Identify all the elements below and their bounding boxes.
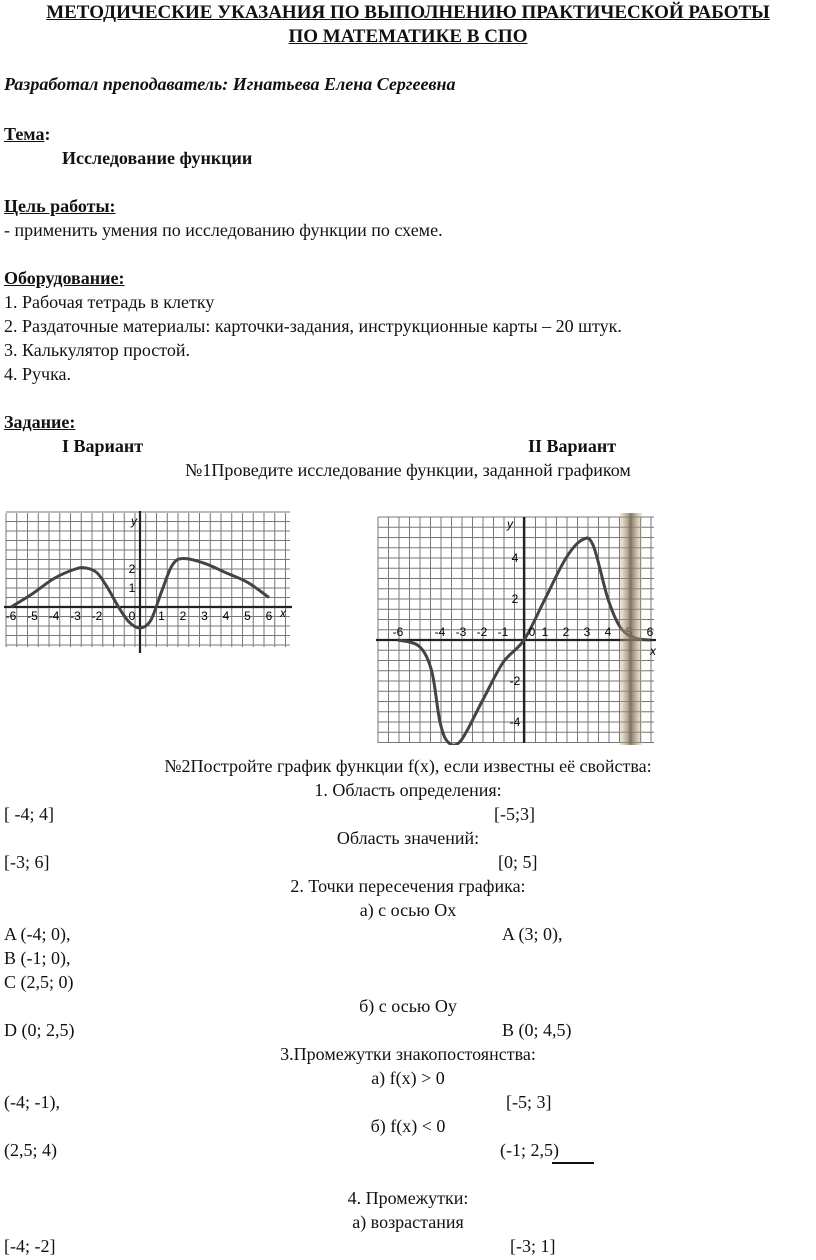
y-tick-label: 2 [128, 562, 136, 576]
graph2-x-label: x [650, 644, 656, 658]
y-tick-label: 4 [511, 551, 519, 565]
range-v1: [-3; 6] [4, 852, 50, 872]
range-v2: [0; 5] [498, 852, 538, 872]
graph1-grid [6, 512, 294, 647]
author-line: Разработал преподаватель: Игнатьева Елена Сергеевна [4, 74, 456, 94]
x-tick-label: -2 [476, 624, 488, 639]
x-tick-label: 1 [158, 608, 165, 623]
task-heading: Задание: [4, 412, 76, 432]
goal-heading: Цель работы: [4, 196, 116, 216]
x-tick-label: 0 [528, 624, 536, 639]
equipment-item: 1. Рабочая тетрадь в клетку [4, 292, 215, 312]
neg-v1: (2,5; 4) [4, 1140, 57, 1160]
topic-value: Исследование функции [62, 148, 253, 168]
oy-v2: B (0; 4,5) [502, 1020, 572, 1040]
ox-heading: а) с осью Ох [359, 900, 457, 920]
y-tick-label: -4 [509, 715, 521, 729]
graph1-x-label: x [280, 606, 286, 620]
oy-heading: б) с осью Оу [359, 996, 457, 1016]
x-tick-label: -3 [70, 608, 81, 623]
ox-v2-point-a: A (3; 0), [502, 924, 563, 944]
mono-heading: 4. Промежутки: [347, 1188, 469, 1208]
x-tick-label: -5 [27, 608, 38, 623]
equipment-heading: Оборудование: [4, 268, 125, 288]
domain-v1: [ -4; 4] [4, 804, 54, 824]
graph2-y-label: y [507, 517, 513, 531]
topic-heading-text: Тема [4, 124, 45, 144]
x-tick-label: 3 [201, 608, 208, 623]
pos-v2: [-5; 3] [506, 1092, 552, 1112]
task2-text: №2Постройте график функции f(x), если известны её свойства: [164, 756, 652, 776]
document-title-line1: МЕТОДИЧЕСКИЕ УКАЗАНИЯ ПО ВЫПОЛНЕНИЮ ПРАКТИЧЕСКОЙ РАБОТЫ [46, 2, 770, 23]
x-tick-label: -2 [91, 608, 103, 623]
y-tick-label: 2 [511, 592, 519, 606]
x-tick-label: 4 [604, 624, 612, 639]
graph-variant1 [0, 505, 294, 655]
topic-heading-colon: : [44, 124, 51, 144]
pos-v1: (-4; -1), [4, 1092, 60, 1112]
oy-v1: D (0; 2,5) [4, 1020, 75, 1040]
domain-v2: [-5;3] [494, 804, 535, 824]
graph1-y-label: y [131, 514, 137, 528]
x-tick-label: -4 [48, 608, 60, 623]
goal-value: - применить умения по исследованию функции по схеме. [4, 220, 443, 240]
x-tick-label: -4 [434, 624, 446, 639]
x-tick-label: 6 [646, 624, 654, 639]
equipment-item: 3. Калькулятор простой. [4, 340, 191, 360]
range-heading: Область значений: [336, 828, 480, 848]
x-tick-label: 0 [128, 608, 136, 623]
ox-v1-point-c: C (2,5; 0) [4, 972, 74, 992]
x-tick-label: 6 [265, 608, 273, 623]
x-tick-label: -6 [5, 608, 17, 623]
x-tick-label: -1 [497, 624, 509, 639]
page-fold-shadow [620, 513, 642, 745]
inc-v1: [-4; -2] [4, 1236, 56, 1256]
variant1-label: I Вариант [62, 436, 144, 456]
inc-v2: [-3; 1] [510, 1236, 556, 1256]
inc-heading: а) возрастания [352, 1212, 464, 1232]
sign-heading: 3.Промежутки знакопостоянства: [280, 1044, 536, 1064]
graph-variant2 [374, 513, 658, 745]
neg-heading: б) f(x) < 0 [370, 1116, 446, 1136]
equipment-item: 2. Раздаточные материалы: карточки-задания, инструкционные карты – 20 штук. [4, 316, 622, 336]
y-tick-label: -2 [509, 674, 521, 688]
x-tick-label: 4 [222, 608, 230, 623]
neg-v2: (-1; 2,5) [500, 1140, 559, 1160]
x-tick-label: -6 [392, 624, 404, 639]
divider-line [552, 1162, 594, 1164]
y-tick-label: 1 [128, 581, 136, 595]
variant2-label: II Вариант [528, 436, 617, 456]
ox-v1-point-b: B (-1; 0), [4, 948, 71, 968]
domain-heading: 1. Область определения: [314, 780, 502, 800]
x-tick-label: 5 [244, 608, 251, 623]
x-tick-label: -3 [455, 624, 467, 639]
x-tick-label: 2 [562, 624, 570, 639]
x-tick-label: 2 [179, 608, 187, 623]
task1-text: №1Проведите исследование функции, заданной графиком [185, 460, 631, 480]
intersections-heading: 2. Точки пересечения графика: [290, 876, 526, 896]
pos-heading: а) f(x) > 0 [371, 1068, 445, 1088]
topic-heading [4, 124, 50, 145]
x-tick-label: 1 [541, 624, 549, 639]
x-tick-label: 3 [583, 624, 591, 639]
document-title-line2: ПО МАТЕМАТИКЕ В СПО [288, 26, 528, 47]
equipment-item: 4. Ручка. [4, 364, 72, 384]
ox-v1-point-a: A (-4; 0), [4, 924, 71, 944]
